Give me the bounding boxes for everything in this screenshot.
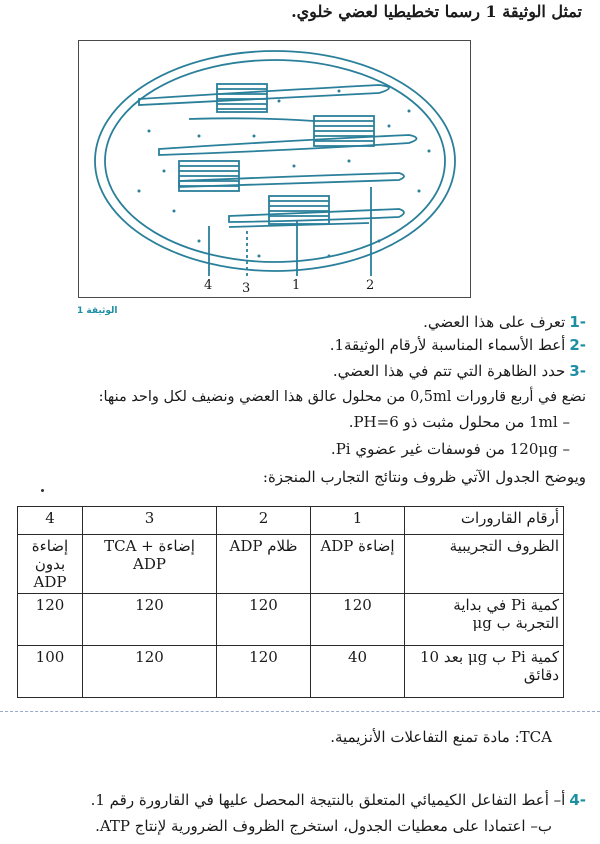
pi-end-4: 100 (18, 646, 83, 698)
label-2: 2 (366, 278, 375, 293)
table-row (18, 646, 564, 698)
question-1-text: تعرف على هذا العضي. (423, 313, 566, 331)
pi-start-1: 120 (311, 594, 405, 646)
flask-1: 1 (311, 507, 405, 535)
note: TCA: مادة تمنع التفاعلات الأنزيمية. (330, 728, 552, 746)
condition-2: ظلام ADP (217, 535, 311, 594)
pi-start-4: 120 (18, 594, 83, 646)
pi-start-2: 120 (217, 594, 311, 646)
question-2-number: -2 (569, 336, 586, 354)
condition-1: إضاءة ADP (311, 535, 405, 594)
intro-text: تمثل الوثيقة 1 رسما تخطيطيا لعضي خلوي. (291, 2, 582, 21)
question-2 (330, 336, 586, 354)
flask-3: 3 (83, 507, 217, 535)
flask-2: 2 (217, 507, 311, 535)
pi-end-2: 120 (217, 646, 311, 698)
question-3 (333, 362, 586, 380)
table-row (18, 507, 564, 535)
figure-caption: الوثيقة 1 (77, 306, 118, 316)
results-table (17, 506, 564, 698)
question-4a-text: أ– أعط التفاعل الكيميائي المتعلق بالنتيجة المحصل عليها في القارورة رقم 1. (90, 791, 566, 809)
question-3-number: -3 (569, 362, 586, 380)
chloroplast-diagram (79, 41, 469, 296)
experiment-item-2: – 120μg من فوسفات غير عضوي Pi. (330, 440, 570, 458)
table-row (18, 594, 564, 646)
label-4: 4 (204, 278, 213, 293)
question-3-text: حدد الظاهرة التي تتم في هذا العضي. (332, 362, 566, 380)
label-3: 3 (242, 281, 251, 296)
condition-3: إضاءة TCA + ADP (83, 535, 217, 594)
pi-end-3: 120 (83, 646, 217, 698)
question-4a (91, 791, 586, 809)
pi-end-1: 40 (311, 646, 405, 698)
stray-dot (41, 489, 44, 492)
header-label: أرقام القارورات (405, 507, 564, 535)
question-1-number: -1 (569, 313, 586, 331)
divider (0, 711, 600, 712)
pi-start-3: 120 (83, 594, 217, 646)
flask-4: 4 (18, 507, 83, 535)
figure-frame (78, 40, 471, 298)
pi-end-label: كمية Pi ب μg بعد 10 دقائق (405, 646, 564, 698)
pi-start-label: كمية Pi في بداية التجربة ب μg (405, 594, 564, 646)
condition-4: إضاءة بدون ADP (18, 535, 83, 594)
question-1 (423, 313, 586, 331)
question-4b: ب– اعتمادا على معطيات الجدول، استخرج الظروف الضرورية لإنتاج ATP. (95, 817, 552, 835)
question-2-text: أعط الأسماء المناسبة لأرقام الوثيقة1. (329, 336, 566, 354)
conditions-label: الظروف التجريبية (405, 535, 564, 594)
experiment-intro: نضع في أربع قارورات 0,5ml من محلول عالق هذا العضي ونضيف لكل واحد منها: (98, 389, 586, 405)
experiment-item-1: – 1ml من محلول مثبت ذو PH=6. (348, 413, 570, 431)
question-4-number: -4 (569, 791, 586, 809)
table-row (18, 535, 564, 594)
label-1: 1 (292, 278, 301, 293)
table-intro: ويوضح الجدول الآتي ظروف ونتائج التجارب المنجزة: (262, 468, 586, 486)
